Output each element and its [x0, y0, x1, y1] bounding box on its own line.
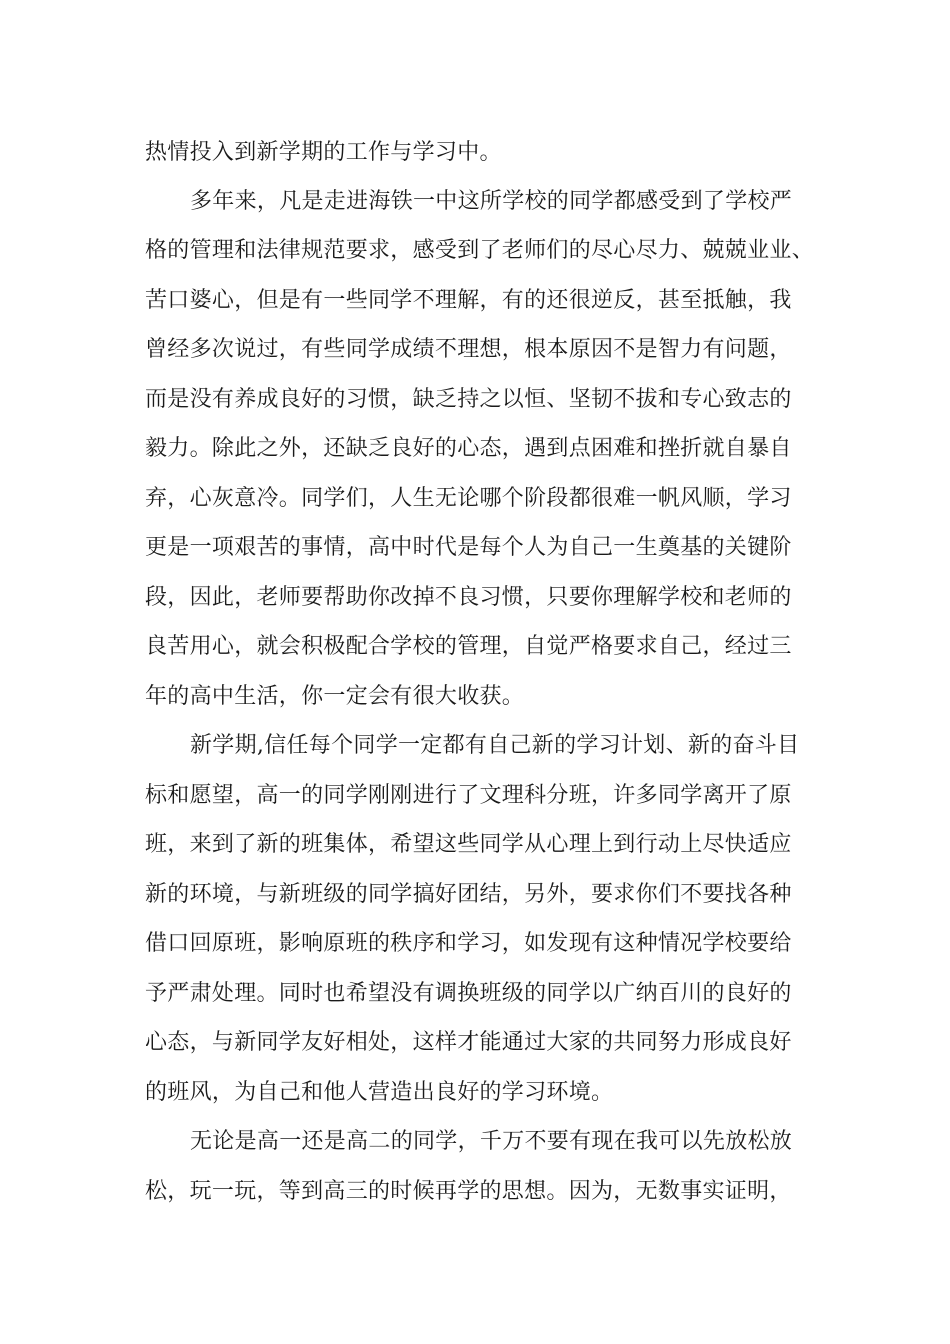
- text-line: 标和愿望，高一的同学刚刚进行了文理科分班，许多同学离开了原: [145, 783, 792, 808]
- text-line: 班，来到了新的班集体，希望这些同学从心理上到行动上尽快适应: [145, 832, 792, 857]
- text-line: 弃，心灰意冷。同学们，人生无论哪个阶段都很难一帆风顺，学习: [145, 486, 792, 511]
- text-line: 的班风，为自己和他人营造出良好的学习环境。: [145, 1080, 614, 1105]
- text-line: 予严肃处理。同时也希望没有调换班级的同学以广纳百川的良好的: [145, 981, 792, 1006]
- text-line: 更是一项艰苦的事情，高中时代是每个人为自己一生奠基的关键阶: [145, 535, 792, 560]
- paragraph-first-line: 多年来，凡是走进海铁一中这所学校的同学都感受到了学校严: [190, 189, 793, 214]
- text-line: 年的高中生活，你一定会有很大收获。: [145, 684, 525, 709]
- text-line: 借口回原班，影响原班的秩序和学习，如发现有这种情况学校要给: [145, 931, 792, 956]
- text-line: 格的管理和法律规范要求，感受到了老师们的尽心尽力、兢兢业业、: [145, 238, 815, 263]
- text-line: 良苦用心，就会积极配合学校的管理，自觉严格要求自己，经过三: [145, 634, 792, 659]
- paragraph-first-line: 新学期,信任每个同学一定都有自己新的学习计划、新的奋斗目: [190, 733, 800, 758]
- text-line: 毅力。除此之外，还缺乏良好的心态，遇到点困难和挫折就自暴自: [145, 436, 792, 461]
- text-line: 热情投入到新学期的工作与学习中。: [145, 140, 502, 165]
- paragraph-first-line: 无论是高一还是高二的同学，千万不要有现在我可以先放松放: [190, 1129, 793, 1154]
- text-line: 段，因此，老师要帮助你改掉不良习惯，只要你理解学校和老师的: [145, 585, 792, 610]
- text-line: 曾经多次说过，有些同学成绩不理想，根本原因不是智力有问题，: [145, 337, 792, 362]
- text-line: 松，玩一玩，等到高三的时候再学的思想。因为，无数事实证明，: [145, 1179, 792, 1204]
- text-line: 心态，与新同学友好相处，这样才能通过大家的共同努力形成良好: [145, 1030, 792, 1055]
- text-line: 而是没有养成良好的习惯，缺乏持之以恒、坚韧不拔和专心致志的: [145, 387, 792, 412]
- text-line: 苦口婆心，但是有一些同学不理解，有的还很逆反，甚至抵触，我: [145, 288, 792, 313]
- text-line: 新的环境，与新班级的同学搞好团结，另外，要求你们不要找各种: [145, 882, 792, 907]
